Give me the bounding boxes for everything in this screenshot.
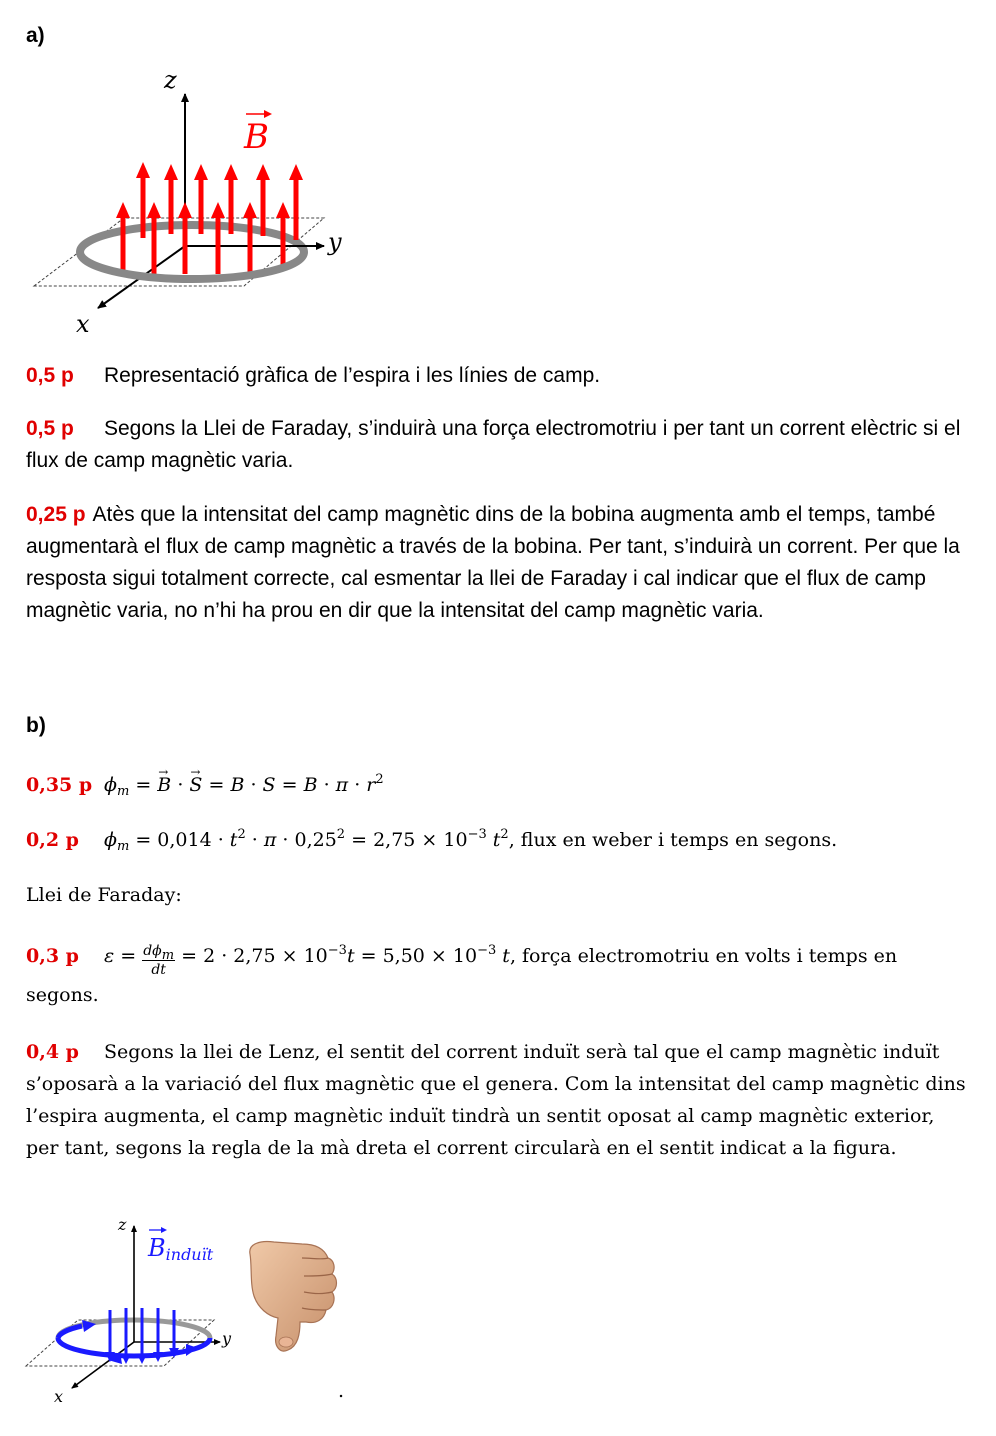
induced-field-vector-arrow: [149, 1227, 167, 1233]
x-label-b: x: [54, 1387, 64, 1406]
item-b3-suffix: , força electromotriu en volts i temps en segons.: [26, 945, 898, 1006]
figure-a-magnetic-field-diagram: [28, 66, 358, 338]
current-loop-a: [80, 252, 304, 279]
item-b4: [26, 1036, 971, 1164]
y-label-a: y: [328, 228, 342, 256]
item-a3-text: Atès que la intensitat del camp magnètic dins de la bobina augmenta amb el temps, també augmentarà el flux de camp magnètic a través de la bobina. Per tant, s’induirà un corrent. Per que la resposta sigui totalment correcte, cal esmentar la llei de Faraday i cal indicar que el flux de camp magnètic varia, no n’hi ha prou en dir que la intensitat del camp magnètic varia.: [26, 503, 960, 622]
flux-definition-equation: $\phi_m$ = → B · → $S = B \cdot S = B \cdot \pi \cdot r^2$: [104, 774, 384, 796]
item-a2-text: Segons la Llei de Faraday, s’induirà una força electromotriu i per tant un corrent elèctric si el flux de camp magnètic varia.: [26, 417, 961, 472]
item-b4-text: Segons la llei de Lenz, el sentit del corrent induït serà tal que el camp magnètic induït s’oposarà a la variació del flux magnètic que el genera. Com la intensitat del camp magnètic dins l’espira augmenta, el camp magnètic induït tindrà un sentit oposat al camp magnètic exterior, per tant, segons la regla de la mà dreta el corrent circularà en el sentit indicat a la figura.: [26, 1041, 966, 1159]
induced-field-label: Binduït: [148, 1234, 214, 1264]
item-b4-points: 0,4 p: [26, 1041, 79, 1063]
x-label-a: x: [76, 310, 90, 338]
z-label-a: z: [164, 66, 177, 94]
faraday-label: Llei de Faraday:: [26, 884, 182, 906]
item-a1-text: Representació gràfica de l’espira i les línies de camp.: [104, 364, 601, 387]
item-a1: [26, 360, 971, 392]
item-a3: [26, 499, 971, 627]
item-a1-points: 0,5 p: [26, 364, 74, 387]
emf-equation: ε = $\frac{d\phi_m}{dt}$ = $2 \cdot 2,75 \times 10^{-3}t = 5,50 \times 10^{-3}$ t: [104, 943, 510, 978]
item-b2: [26, 824, 971, 856]
z-label-b: z: [118, 1215, 127, 1234]
item-b2-points: 0,2 p: [26, 829, 79, 851]
figure-b-induced-field-diagram: [22, 1214, 232, 1408]
section-a-heading: a): [26, 24, 45, 47]
y-label-b: y: [222, 1329, 232, 1348]
item-a2-points: 0,5 p: [26, 417, 74, 440]
item-b1: [26, 769, 971, 801]
item-a3-points: 0,25 p: [26, 503, 86, 526]
item-b3: [26, 940, 971, 1011]
field-label-a: B: [244, 117, 269, 157]
item-b3-points: 0,3 p: [26, 945, 79, 967]
section-b-heading: b): [26, 714, 46, 737]
thumbs-down-hand-icon: [244, 1236, 340, 1356]
flux-value-equation: $\phi_m = 0,014 \cdot t^2 \cdot \pi \cdot 0,25^2 = 2,75 \times 10^{-3}$ $t^2$: [104, 827, 509, 854]
item-b1-points: 0,35 p: [26, 774, 93, 796]
item-b2-suffix: , flux en weber i temps en segons.: [508, 829, 838, 851]
item-a2: [26, 413, 971, 477]
trailing-dot: .: [338, 1380, 345, 1402]
